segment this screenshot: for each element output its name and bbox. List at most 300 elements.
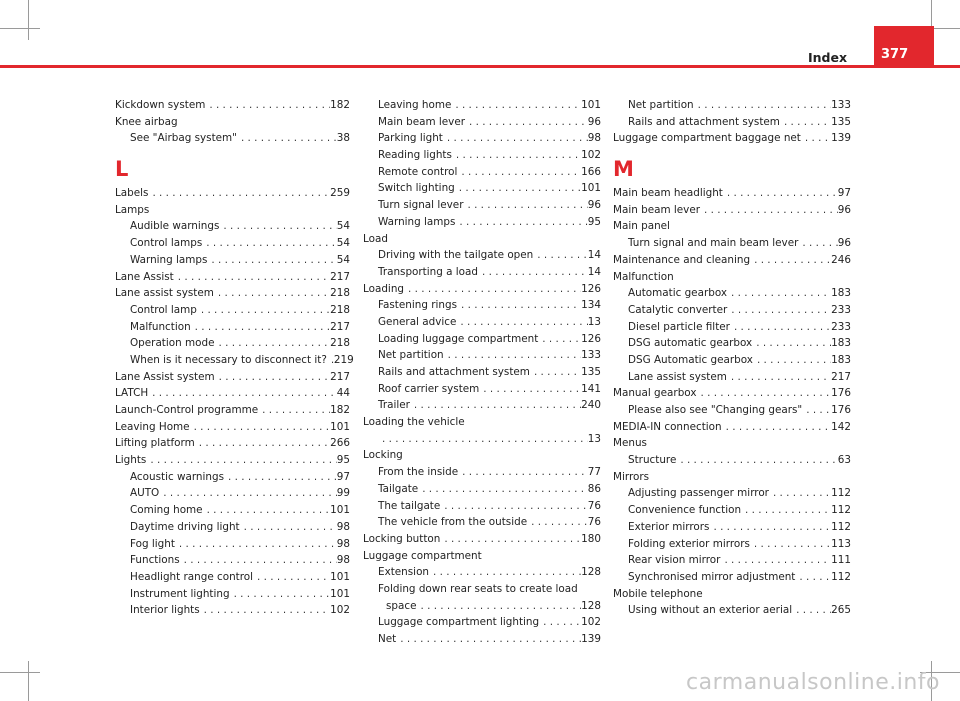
dot-leader bbox=[190, 419, 331, 436]
index-subentry bbox=[115, 602, 350, 619]
index-term: LATCH bbox=[115, 387, 149, 400]
index-subentry bbox=[613, 536, 851, 553]
watermark: carmanualsonline.info bbox=[686, 670, 940, 695]
page-reference: 98 bbox=[336, 537, 350, 550]
index-letter-heading: L bbox=[115, 157, 129, 182]
dot-leader bbox=[146, 452, 336, 469]
dot-leader bbox=[416, 598, 581, 615]
index-term: Convenience function bbox=[628, 504, 742, 517]
page-reference: 135 bbox=[581, 366, 601, 378]
page-reference: 183 bbox=[831, 337, 851, 350]
index-term: Manual gearbox bbox=[613, 387, 697, 400]
dot-leader bbox=[258, 402, 330, 419]
index-term: The vehicle from the outside bbox=[378, 516, 528, 529]
index-entry bbox=[613, 130, 851, 147]
index-term: Synchronised mirror adjustment bbox=[628, 570, 796, 583]
page-reference: 217 bbox=[330, 320, 350, 333]
index-entry bbox=[115, 369, 350, 386]
index-subentry bbox=[115, 302, 350, 319]
dot-leader bbox=[148, 385, 337, 402]
index-subentry bbox=[115, 536, 350, 553]
index-subentry bbox=[613, 402, 851, 419]
index-entry-heading: Main panel bbox=[613, 220, 670, 233]
dot-leader bbox=[538, 331, 581, 348]
index-subentry bbox=[363, 247, 601, 264]
page-reference: 96 bbox=[837, 237, 851, 250]
dot-leader bbox=[676, 452, 837, 469]
dot-leader bbox=[727, 369, 831, 386]
index-term: Reading lights bbox=[378, 149, 452, 162]
dot-leader bbox=[174, 269, 330, 286]
index-subentry bbox=[115, 130, 350, 147]
index-entry-heading: Mobile telephone bbox=[613, 587, 703, 600]
index-column-3 bbox=[613, 97, 851, 619]
index-term: Warning lamps bbox=[378, 215, 456, 228]
index-term: Net bbox=[378, 633, 397, 645]
dot-leader bbox=[197, 302, 330, 319]
page-reference: 54 bbox=[336, 237, 350, 250]
page-reference: 141 bbox=[581, 382, 601, 395]
dot-leader bbox=[191, 319, 330, 336]
dot-leader bbox=[202, 235, 337, 252]
index-subentry bbox=[363, 564, 601, 581]
page-reference: 217 bbox=[330, 370, 350, 383]
dot-leader bbox=[396, 631, 581, 648]
page-reference: 97 bbox=[837, 187, 851, 200]
page-reference: 133 bbox=[831, 99, 851, 111]
index-subentry bbox=[363, 130, 601, 147]
index-subentry bbox=[363, 114, 601, 131]
index-entry bbox=[115, 452, 350, 469]
index-term: Functions bbox=[130, 554, 180, 567]
index-term: From the inside bbox=[378, 466, 459, 479]
crop-mark bbox=[0, 28, 40, 29]
index-term: Exterior mirrors bbox=[628, 520, 710, 533]
page-reference: 14 bbox=[587, 249, 601, 262]
page-reference: 101 bbox=[581, 99, 601, 111]
dot-leader bbox=[205, 97, 330, 114]
page-reference: 218 bbox=[330, 337, 350, 350]
index-term: Leaving Home bbox=[115, 420, 190, 433]
index-term: Fastening rings bbox=[378, 299, 457, 312]
index-subentry bbox=[115, 519, 350, 536]
page-reference: 265 bbox=[831, 604, 851, 617]
dot-leader bbox=[463, 197, 587, 214]
index-subentry bbox=[613, 319, 851, 336]
dot-leader bbox=[750, 536, 831, 553]
index-subentry bbox=[613, 452, 851, 469]
page-reference: 183 bbox=[831, 287, 851, 300]
index-subentry bbox=[613, 235, 851, 252]
page-reference: 126 bbox=[581, 282, 601, 295]
index-subentry bbox=[363, 164, 601, 181]
index-entry bbox=[363, 281, 601, 298]
dot-leader bbox=[709, 519, 831, 536]
dot-leader bbox=[440, 498, 587, 515]
index-term: Operation mode bbox=[130, 337, 215, 350]
page-reference: 218 bbox=[330, 287, 350, 300]
index-term: Labels bbox=[115, 187, 149, 200]
index-term: Folding exterior mirrors bbox=[628, 537, 750, 550]
page-reference: 76 bbox=[587, 499, 601, 512]
index-term: Tailgate bbox=[378, 482, 419, 495]
index-term: Rear vision mirror bbox=[628, 554, 721, 567]
dot-leader bbox=[455, 180, 581, 197]
index-subentry bbox=[613, 569, 851, 586]
dot-leader bbox=[440, 531, 581, 548]
page-reference: 142 bbox=[831, 420, 851, 433]
dot-leader bbox=[795, 569, 831, 586]
index-subentry bbox=[115, 352, 354, 369]
index-subentry bbox=[613, 335, 851, 352]
dot-leader bbox=[700, 202, 838, 219]
index-term: Driving with the tailgate open bbox=[378, 249, 534, 262]
index-subentry bbox=[363, 481, 601, 498]
page-reference: 182 bbox=[330, 404, 350, 416]
index-term: Turn signal and main beam lever bbox=[628, 237, 799, 250]
page-reference: 102 bbox=[581, 149, 601, 162]
index-term: Rails and attachment system bbox=[628, 115, 780, 128]
index-subentry bbox=[613, 352, 851, 369]
dot-leader bbox=[378, 431, 588, 448]
index-entry bbox=[115, 402, 350, 419]
index-subentry bbox=[363, 614, 601, 631]
crop-mark bbox=[28, 661, 29, 701]
index-entry-heading: Mirrors bbox=[613, 470, 650, 483]
page-reference: 97 bbox=[336, 470, 350, 483]
dot-leader bbox=[458, 464, 588, 481]
page-reference: 182 bbox=[330, 99, 350, 111]
page-reference: 266 bbox=[330, 437, 350, 450]
index-subentry bbox=[363, 180, 601, 197]
index-term: Leaving home bbox=[378, 99, 452, 111]
dot-leader bbox=[750, 252, 831, 269]
index-entry bbox=[115, 435, 350, 452]
dot-leader bbox=[404, 281, 581, 298]
index-term: Main beam headlight bbox=[613, 187, 723, 200]
page-reference: 180 bbox=[581, 532, 601, 545]
index-subentry bbox=[115, 552, 350, 569]
index-subentry bbox=[115, 252, 350, 269]
index-subentry bbox=[115, 502, 350, 519]
index-subentry bbox=[363, 631, 601, 648]
dot-leader bbox=[443, 130, 588, 147]
index-entry bbox=[613, 385, 851, 402]
index-term: MEDIA-IN connection bbox=[613, 420, 722, 433]
index-subentry bbox=[115, 235, 350, 252]
dot-leader bbox=[224, 469, 337, 486]
index-subentry bbox=[613, 502, 851, 519]
page-reference: 112 bbox=[831, 520, 851, 533]
page-reference: 233 bbox=[831, 320, 851, 333]
dot-leader bbox=[215, 369, 331, 386]
page-reference: 233 bbox=[831, 303, 851, 316]
page-reference: 112 bbox=[831, 504, 851, 517]
page-reference: 218 bbox=[330, 303, 350, 316]
dot-leader bbox=[180, 552, 337, 569]
dot-leader bbox=[203, 502, 331, 519]
page-number: 377 bbox=[881, 47, 909, 62]
page-reference: 96 bbox=[587, 115, 601, 128]
page-reference: 128 bbox=[581, 599, 601, 612]
index-subentry bbox=[613, 114, 851, 131]
index-entry bbox=[363, 531, 601, 548]
dot-leader bbox=[207, 252, 336, 269]
index-subentry bbox=[115, 319, 350, 336]
index-term: Audible warnings bbox=[130, 220, 220, 233]
index-subentry bbox=[363, 347, 601, 364]
page-reference: 44 bbox=[336, 387, 350, 400]
dot-leader bbox=[530, 364, 581, 381]
page-reference: 133 bbox=[581, 349, 601, 362]
dot-leader bbox=[753, 352, 831, 369]
page-reference: 112 bbox=[831, 570, 851, 583]
dot-leader bbox=[723, 185, 838, 202]
index-term: The tailgate bbox=[378, 499, 441, 512]
index-term: Net partition bbox=[378, 349, 444, 362]
page-reference: 86 bbox=[587, 482, 601, 495]
index-entry-heading: Loading the vehicle bbox=[363, 416, 465, 429]
index-term: Interior lights bbox=[130, 604, 200, 617]
index-entry bbox=[613, 252, 851, 269]
index-term: When is it necessary to disconnect it? bbox=[130, 353, 327, 366]
crop-mark bbox=[0, 672, 40, 673]
index-term: Malfunction bbox=[130, 320, 191, 333]
index-letter-heading: M bbox=[613, 157, 634, 182]
page-reference: 259 bbox=[330, 187, 350, 200]
index-term: Lane assist system bbox=[115, 287, 214, 300]
index-column-1 bbox=[115, 97, 354, 619]
index-term: AUTO bbox=[130, 487, 160, 500]
dot-leader bbox=[253, 569, 330, 586]
page-reference: 38 bbox=[336, 132, 350, 145]
page-reference: 128 bbox=[581, 566, 601, 579]
index-term: Luggage compartment baggage net bbox=[613, 132, 801, 145]
index-term: Extension bbox=[378, 566, 430, 579]
index-subentry bbox=[115, 569, 350, 586]
index-subentry bbox=[363, 381, 601, 398]
index-subentry bbox=[613, 552, 851, 569]
index-subentry bbox=[613, 602, 851, 619]
index-subentry bbox=[363, 297, 601, 314]
dot-leader bbox=[452, 147, 581, 164]
index-subentry bbox=[115, 586, 350, 603]
dot-leader bbox=[752, 335, 831, 352]
index-term: Loading bbox=[363, 282, 404, 295]
dot-leader bbox=[720, 552, 831, 569]
index-entry bbox=[115, 385, 350, 402]
index-subentry bbox=[115, 485, 350, 502]
index-term: Using without an exterior aerial bbox=[628, 604, 793, 617]
page-reference: 219 bbox=[333, 353, 354, 366]
dot-leader bbox=[444, 347, 582, 364]
section-title: Index bbox=[808, 50, 848, 65]
page-reference: 111 bbox=[831, 554, 851, 567]
index-term: Acoustic warnings bbox=[130, 470, 224, 483]
dot-leader bbox=[802, 402, 831, 419]
index-subentry bbox=[363, 464, 601, 481]
index-term: space bbox=[386, 599, 417, 612]
dot-leader bbox=[148, 185, 330, 202]
index-term: Parking light bbox=[378, 132, 443, 145]
page-reference: 139 bbox=[831, 132, 851, 145]
dot-leader bbox=[237, 130, 337, 147]
index-term: Control lamps bbox=[130, 237, 203, 250]
index-subentry-heading: Folding down rear seats to create load bbox=[378, 582, 578, 595]
dot-leader bbox=[722, 419, 832, 436]
page-reference: 101 bbox=[581, 182, 601, 195]
index-term: General advice bbox=[378, 315, 457, 328]
dot-leader bbox=[792, 602, 831, 619]
page-reference: 101 bbox=[330, 420, 350, 433]
index-term: Diesel particle filter bbox=[628, 320, 730, 333]
index-subentry bbox=[115, 335, 350, 352]
dot-leader bbox=[780, 114, 831, 131]
dot-leader bbox=[533, 247, 588, 264]
index-subentry bbox=[363, 97, 601, 114]
index-term: Catalytic converter bbox=[628, 303, 728, 316]
index-term: Control lamp bbox=[130, 303, 197, 316]
index-term: Automatic gearbox bbox=[628, 287, 727, 300]
index-term: Rails and attachment system bbox=[378, 366, 530, 378]
dot-leader bbox=[214, 285, 330, 302]
dot-leader bbox=[200, 602, 331, 619]
index-term: Trailer bbox=[378, 399, 410, 412]
page-reference: 101 bbox=[330, 570, 350, 583]
page-reference: 217 bbox=[831, 370, 851, 383]
index-term: DSG Automatic gearbox bbox=[628, 353, 753, 366]
index-entry bbox=[613, 185, 851, 202]
dot-leader bbox=[741, 502, 831, 519]
page-reference: 96 bbox=[587, 199, 601, 212]
page-reference: 113 bbox=[831, 537, 851, 550]
page-reference: 166 bbox=[581, 165, 601, 178]
index-term: Lane Assist bbox=[115, 270, 174, 283]
index-entry bbox=[115, 285, 350, 302]
dot-leader bbox=[455, 214, 587, 231]
index-term: Roof carrier system bbox=[378, 382, 480, 395]
index-entry bbox=[115, 97, 350, 114]
page-reference: 76 bbox=[587, 516, 601, 529]
index-subentry bbox=[363, 214, 601, 231]
dot-leader bbox=[418, 481, 588, 498]
page-reference: 13 bbox=[587, 432, 601, 445]
page-reference: 98 bbox=[336, 520, 350, 533]
page-reference: 96 bbox=[837, 203, 851, 216]
page-reference: 98 bbox=[336, 554, 350, 567]
index-term: Instrument lighting bbox=[130, 587, 230, 600]
dot-leader bbox=[219, 218, 336, 235]
page-reference: 112 bbox=[831, 487, 851, 500]
dot-leader bbox=[159, 485, 337, 502]
index-term: Structure bbox=[628, 454, 677, 467]
page-reference: 95 bbox=[336, 454, 350, 467]
index-entry-heading: Luggage compartment bbox=[363, 549, 482, 562]
index-subentry bbox=[363, 147, 601, 164]
index-subentry bbox=[613, 302, 851, 319]
index-entry bbox=[115, 185, 350, 202]
dot-leader bbox=[240, 519, 337, 536]
index-term: Warning lamps bbox=[130, 253, 208, 266]
page-reference: 95 bbox=[587, 215, 601, 228]
index-subentry bbox=[613, 485, 851, 502]
index-term: Lifting platform bbox=[115, 437, 195, 450]
index-entry bbox=[115, 269, 350, 286]
index-term: Remote control bbox=[378, 165, 458, 178]
dot-leader bbox=[465, 114, 588, 131]
index-column-2 bbox=[363, 97, 601, 648]
index-term: Lane assist system bbox=[628, 370, 727, 383]
dot-leader bbox=[801, 130, 831, 147]
index-subentry bbox=[363, 598, 601, 615]
index-subentry bbox=[115, 469, 350, 486]
index-entry bbox=[613, 419, 851, 436]
dot-leader bbox=[478, 264, 588, 281]
index-term: Main beam lever bbox=[613, 203, 700, 216]
index-subentry bbox=[115, 218, 350, 235]
index-subentry bbox=[363, 331, 601, 348]
index-term: Launch-Control programme bbox=[115, 404, 259, 416]
page-reference: 63 bbox=[837, 454, 851, 467]
index-term: Net partition bbox=[628, 99, 694, 111]
index-term: Daytime driving light bbox=[130, 520, 240, 533]
index-term: DSG automatic gearbox bbox=[628, 337, 753, 350]
dot-leader bbox=[769, 485, 831, 502]
index-subentry bbox=[363, 364, 601, 381]
page-reference: 14 bbox=[587, 265, 601, 278]
dot-leader bbox=[696, 385, 831, 402]
index-subentry bbox=[363, 498, 601, 515]
index-term: Coming home bbox=[130, 504, 203, 517]
index-subentry bbox=[613, 369, 851, 386]
dot-leader bbox=[410, 397, 581, 414]
index-entry bbox=[613, 202, 851, 219]
index-term: Luggage compartment lighting bbox=[378, 616, 540, 629]
page-reference: 183 bbox=[831, 353, 851, 366]
dot-leader bbox=[457, 164, 581, 181]
index-subentry bbox=[613, 97, 851, 114]
dot-leader bbox=[429, 564, 581, 581]
page-reference: 99 bbox=[336, 487, 350, 500]
page-reference: 102 bbox=[581, 616, 601, 629]
index-term: Headlight range control bbox=[130, 570, 254, 583]
dot-leader bbox=[451, 97, 581, 114]
dot-leader bbox=[195, 435, 330, 452]
index-entry-heading: Load bbox=[363, 232, 388, 245]
index-term: Turn signal lever bbox=[378, 199, 464, 212]
index-subentry bbox=[363, 431, 601, 448]
crop-mark bbox=[28, 0, 29, 40]
index-subentry bbox=[363, 197, 601, 214]
index-subentry bbox=[613, 519, 851, 536]
page-reference: 126 bbox=[581, 332, 601, 345]
index-term: Fog light bbox=[130, 537, 175, 550]
index-term: Transporting a load bbox=[378, 265, 479, 278]
dot-leader bbox=[539, 614, 581, 631]
index-subentry bbox=[363, 514, 601, 531]
page-reference: 246 bbox=[831, 253, 851, 266]
index-term: Main beam lever bbox=[378, 115, 465, 128]
index-entry-heading: Malfunction bbox=[613, 270, 674, 283]
page-reference: 101 bbox=[330, 504, 350, 517]
dot-leader bbox=[527, 514, 588, 531]
dot-leader bbox=[727, 285, 831, 302]
dot-leader bbox=[214, 335, 330, 352]
index-term: Loading luggage compartment bbox=[378, 332, 539, 345]
header-rule bbox=[0, 65, 960, 68]
dot-leader bbox=[479, 381, 581, 398]
dot-leader bbox=[456, 314, 587, 331]
